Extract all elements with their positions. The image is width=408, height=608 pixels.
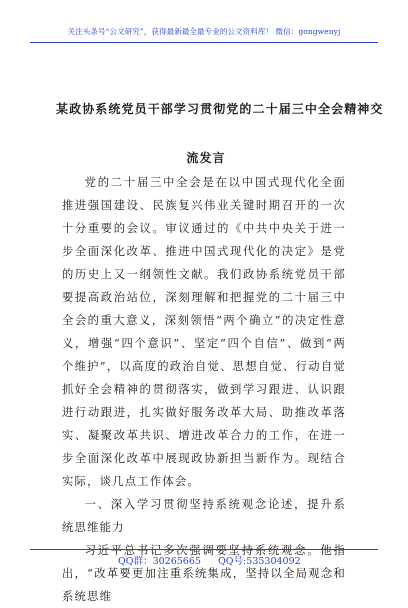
document-body: [62, 171, 346, 608]
footer-qq-number: QQ号:535304092: [218, 556, 301, 567]
body-paragraph-intro: 党的二十届三中全会是在以中国式现代化全面推进强国建设、民族复兴伟业关键时期召开的一次十分重要的会议。审议通过的《中共中央关于进一步全面深化改革、推进中国式现代化的决定》是党的历史上又一纲领性文献。我们政协系统党员干部要提高政治站位，深刻理解和把握党的二十届三中全会的重大意义，深刻领悟“两个确立”的决定性意义，增强“四个意识”、坚定“四个自信”、做到“两个维护”，以高度的政治自觉、思想自觉、行动自觉抓好全会精神的贯彻落实，做到学习跟进、认识跟进行动跟进，扎实做好服务改革大局、助推改革落实、凝聚改革共识、增进改革合力的工作，在进一步全面深化改革中展现政协新担当新作为。现结合实际，谈几点工作体会。: [62, 176, 346, 488]
document-title-line1: 某政协系统党员干部学习贯彻党的二十届三中全会精神交: [56, 102, 384, 116]
header-banner: 关注头条号“公文研究”，获得最新最全最专业的公文资料库！ 微信：gongwenyj: [67, 27, 341, 36]
body-paragraph-section1: 习近平总书记多次强调要坚持系统观念。他指出，“改革要更加注重系统集成，坚持以全局观念和系统思维: [62, 544, 346, 603]
document-title-line2: 流发言: [186, 151, 226, 165]
footer-qq-group: QQ群：30265665: [118, 556, 201, 567]
page-header: [0, 0, 408, 44]
section-heading-1: 一、深入学习贯彻坚持系统观念论述，提升系统思维能力: [62, 498, 346, 534]
footer-divider: [30, 549, 378, 550]
page-footer: [0, 549, 408, 573]
header-divider: [30, 42, 378, 43]
